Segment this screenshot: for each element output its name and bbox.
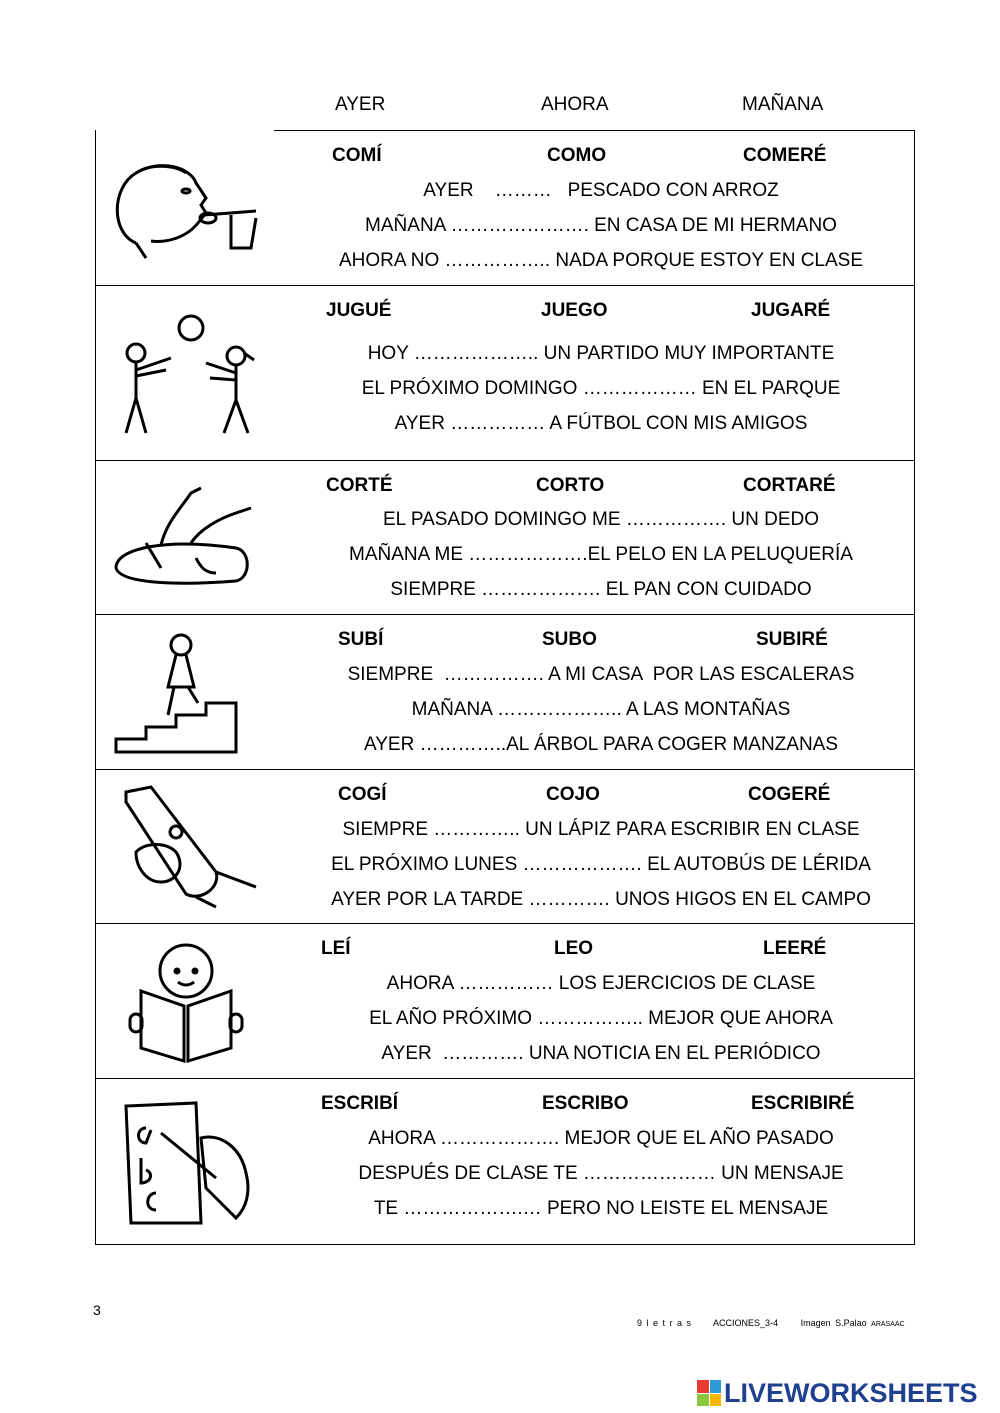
sentence: AHORA ………………. MEJOR QUE EL AÑO PASADO: [368, 1128, 834, 1149]
row-coger: [96, 770, 914, 924]
verb-present: SUBO: [542, 629, 597, 650]
verb-future: COGERÉ: [748, 784, 831, 805]
sentence: EL PASADO DOMINGO ME ……………. UN DEDO: [383, 509, 819, 530]
footer-source: ARASAAC: [871, 1321, 905, 1328]
verb-past: ESCRIBÍ: [321, 1093, 399, 1114]
sentence: AYER POR LA TARDE …………. UNOS HIGOS EN EL CAMPO: [331, 889, 871, 910]
writing-abc-icon: [98, 1081, 274, 1244]
verb-past: COGÍ: [338, 784, 387, 805]
verb-future: CORTARÉ: [743, 475, 836, 496]
sentence: EL PRÓXIMO DOMINGO ……………… EN EL PARQUE: [361, 378, 841, 399]
row-leer: [96, 924, 914, 1079]
sentence: AYER …………. UNA NOTICIA EN EL PERIÓDICO: [381, 1043, 821, 1064]
sentence: AHORA NO …………….. NADA PORQUE ESTOY EN CLASE: [338, 250, 864, 271]
sentence: SIEMPRE ………….. UN LÁPIZ PARA ESCRIBIR EN CLASE: [342, 819, 860, 840]
footer: [637, 1318, 905, 1328]
verb-future: ESCRIBIRÉ: [751, 1093, 855, 1114]
row-jugar: [96, 286, 914, 461]
verb-future: SUBIRÉ: [756, 629, 828, 650]
verb-past: CORTÉ: [326, 475, 393, 496]
sentence: AYER ……… PESCADO CON ARROZ: [423, 180, 779, 201]
sentence: EL PRÓXIMO LUNES ………………. EL AUTOBÚS DE LÉRIDA: [331, 854, 871, 875]
footer-brand: 9 l e t r a s: [637, 1318, 692, 1328]
page-number: 3: [93, 1302, 101, 1318]
verb-future: COMERÉ: [743, 145, 827, 166]
sentence: MAÑANA ME ……………….EL PELO EN LA PELUQUERÍA: [349, 544, 853, 565]
verb-present: ESCRIBO: [542, 1093, 629, 1114]
grabbing-bottle-icon: [98, 772, 274, 921]
eating-icon: [98, 133, 274, 283]
verb-past: SUBÍ: [338, 629, 384, 650]
playing-ball-icon: [98, 288, 274, 458]
footer-code: ACCIONES_3-4: [713, 1318, 779, 1328]
header-ahora: AHORA: [541, 94, 609, 115]
header-ayer: AYER: [335, 94, 386, 115]
sentence: HOY ……………….. UN PARTIDO MUY IMPORTANTE: [367, 343, 835, 364]
row-escribir: [96, 1079, 914, 1246]
sentence: AHORA …………… LOS EJERCICIOS DE CLASE: [386, 973, 816, 994]
row-comer: [96, 131, 914, 286]
verb-present: JUEGO: [541, 300, 608, 321]
row-cortar: [96, 461, 914, 615]
verb-past: LEÍ: [321, 938, 351, 959]
verb-present: CORTO: [536, 475, 605, 496]
verb-future: LEERÉ: [763, 938, 827, 959]
reading-book-icon: [98, 926, 274, 1076]
verb-present: COMO: [547, 145, 607, 166]
sentence: EL AÑO PRÓXIMO …………….. MEJOR QUE AHORA: [369, 1008, 833, 1029]
sentence: DESPUÉS DE CLASE TE ………………… UN MENSAJE: [358, 1163, 844, 1184]
climbing-stairs-icon: [98, 617, 274, 767]
verb-present: COJO: [546, 784, 600, 805]
liveworksheets-logo-icon: [697, 1380, 721, 1406]
header-manana: MAÑANA: [742, 94, 824, 115]
sentence: MAÑANA ……………….. A LAS MONTAÑAS: [411, 699, 791, 720]
verb-past: JUGUÉ: [326, 300, 392, 321]
sentence: AYER …………..AL ÁRBOL PARA COGER MANZANAS: [363, 734, 839, 755]
sentence: SIEMPRE ……………. A MI CASA POR LAS ESCALERAS: [347, 664, 855, 685]
footer-credit: Imagen S.Palao: [800, 1318, 867, 1328]
verb-past: COMÍ: [332, 145, 382, 166]
watermark-text: LIVEWORKSHEETS: [724, 1377, 978, 1408]
sentence: MAÑANA …………………. EN CASA DE MI HERMANO: [365, 215, 837, 236]
sentence: SIEMPRE ………………. EL PAN CON CUIDADO: [390, 579, 812, 600]
verb-future: JUGARÉ: [751, 300, 831, 321]
sentence: AYER …………… A FÚTBOL CON MIS AMIGOS: [394, 413, 808, 434]
sentence: TE ……………….… PERO NO LEISTE EL MENSAJE: [373, 1198, 829, 1219]
verb-table: [95, 130, 915, 1245]
verb-present: LEO: [554, 938, 594, 959]
cutting-bread-icon: [98, 463, 274, 612]
liveworksheets-watermark[interactable]: [697, 1378, 978, 1408]
row-subir: [96, 615, 914, 770]
